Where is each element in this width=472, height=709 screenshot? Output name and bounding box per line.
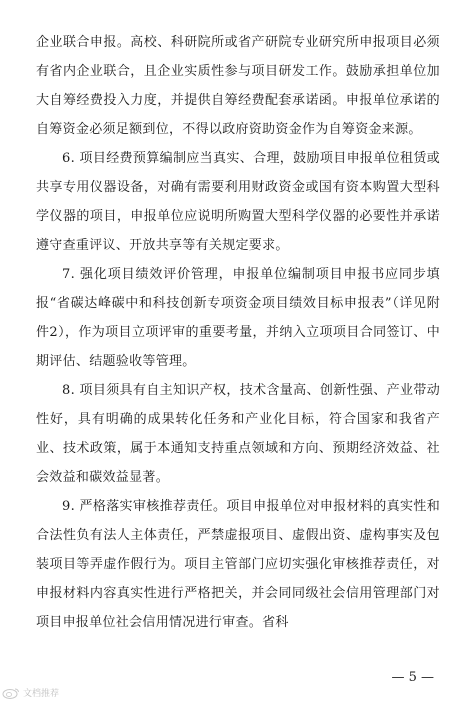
watermark [2,686,59,699]
paragraph-item-7: 7. 强化项目绩效评价管理，申报单位编制项目申报书应同步填报“省碳达峰碳中和科技创新专项资金项目绩效目标申报表”（详见附件2），作为项目立项评审的重要考量，并纳入立项项目合同签订、中期评估、结题验收等管理。 [36,267,440,369]
paragraph-continued: 企业联合申报。高校、科研院所或省产研院专业研究所申报项目必须有省内企业联合，且企业实质性参与项目研发工作。鼓励承担单位加大自筹经费投入力度，并提供自筹经费配套承诺函。申报单位承诺的自筹资金必须足额到位，不得以政府资助资金作为自筹资金来源。 [36,35,440,137]
document-body [36,28,440,637]
page-number: — 5 — [391,670,434,685]
watermark-text: 文档推荐 [23,689,60,699]
weibo-logo-icon [2,687,20,699]
paragraph-item-8: 8. 项目须具有自主知识产权，技术含量高、创新性强、产业带动性好，具有明确的成果转化任务和产业化目标，符合国家和我省产业、技术政策，属于本通知支持重点领域和方向、预期经济效益、社会效益和碳效益显著。 [36,383,440,485]
paragraph-item-6: 6. 项目经费预算编制应当真实、合理，鼓励项目申报单位租赁或共享专用仪器设备，对确有需要利用财政资金或国有资本购置大型科学仪器的项目，申报单位应说明所购置大型科学仪器的必要性并承诺遵守查重评议、开放共享等有关规定要求。 [36,151,440,253]
paragraph-item-9: 9. 严格落实审核推荐责任。项目申报单位对申报材料的真实性和合法性负有法人主体责任，严禁虚报项目、虚假出资、虚构事实及包装项目等弄虚作假行为。项目主管部门应切实强化审核推荐责任，对申报材料内容真实性进行严格把关，并会同同级社会信用管理部门对项目申报单位社会信用情况进行审查。省科 [36,499,440,630]
